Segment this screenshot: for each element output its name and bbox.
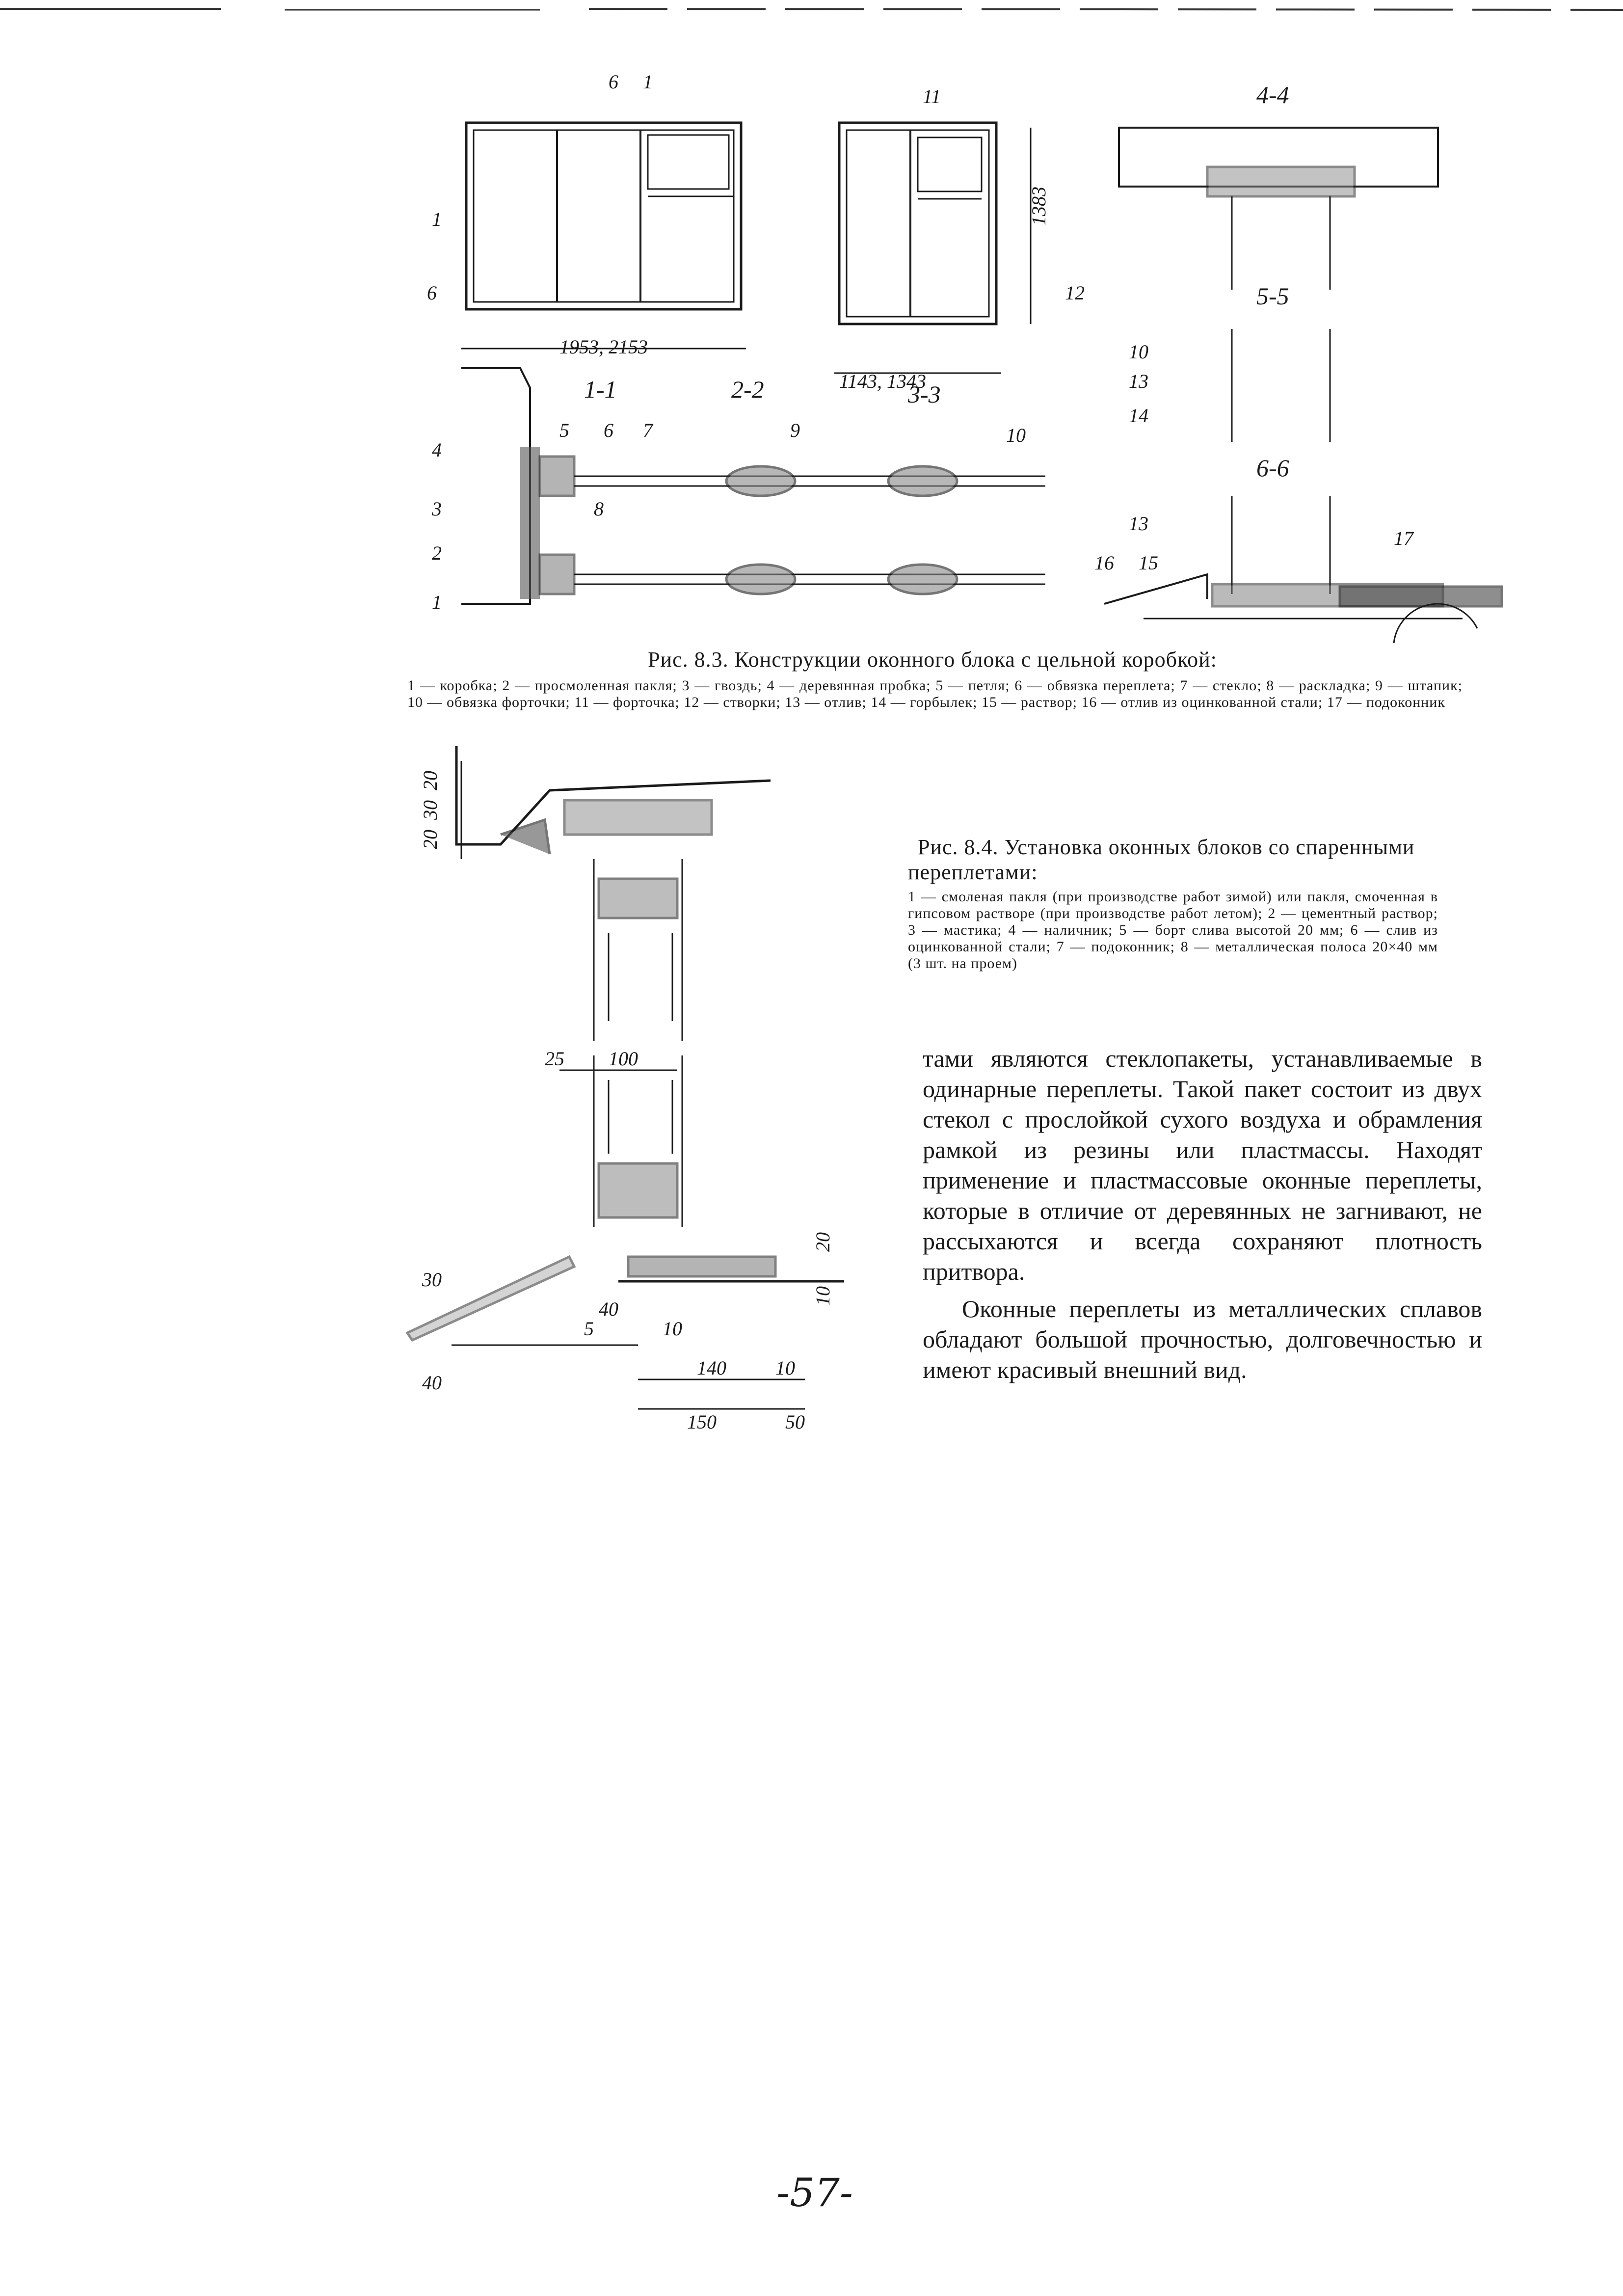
dim-150: 150: [687, 1411, 717, 1433]
callout-6b: 6: [427, 282, 437, 304]
figure-8-3-legend: 1 — коробка; 2 — просмоленная пакля; 3 — гвоздь; 4 — деревянная пробка; 5 — петля; 6 — обвязка переплета; 7 — стекло; 8 — раскладка; 9 — штапик; 10 — обвязка форточки; 11 — форточка; 12 — створки; 13 — отлив; 14 — горбылек; 15 — раствор; 16 — отлив из оцинкованной стали; 17 — подоконник: [407, 677, 1463, 710]
dim-height: 1383: [1028, 187, 1050, 226]
callout-8: 8: [594, 498, 604, 520]
section-1-1-wall: [461, 368, 530, 604]
callout-10: 10: [1006, 424, 1026, 446]
callout-14: 14: [1129, 405, 1148, 427]
callout-10b: 10: [1129, 341, 1148, 363]
callout-11: 11: [923, 85, 941, 108]
callout-13: 13: [1129, 370, 1148, 392]
dim-40b: 40: [599, 1298, 618, 1320]
callout-1: 1: [643, 71, 653, 93]
section-label-6-6: 6-6: [1256, 454, 1289, 482]
callout-5: 5: [559, 419, 569, 441]
dim-25: 25: [545, 1048, 564, 1070]
callout-16: 16: [1094, 552, 1114, 574]
callout-6c: 6: [604, 419, 613, 441]
figure-8-3-drawing: [407, 64, 1536, 643]
figure-8-4-drawing: [402, 736, 844, 1463]
section-label-3-3: 3-3: [908, 380, 941, 408]
dim-10: 10: [663, 1318, 682, 1340]
dim-30: 30: [419, 800, 441, 820]
paragraph-1: тами являются стеклопакеты, устанавливаемые в одинарные переплеты. Такой пакет состоит из двух стекол с прослойкой сухого воздуха и обрамления рамкой из резины или пластмассы. Находят применение и пластмассовые оконные переплеты, которые в отличие от деревянных не загнивают, не рассыхаются и всегда сохраняют плотность притвора.: [923, 1045, 1482, 1285]
dim-40: 40: [422, 1372, 442, 1394]
paragraph-2: Оконные переплеты из металлических сплавов обладают большой прочностью, долговечностью и имеют красивый внешний вид.: [923, 1295, 1482, 1383]
dim-140: 140: [697, 1357, 726, 1379]
dim-width-1: 1953, 2153: [559, 336, 648, 358]
section-label-4-4: 4-4: [1256, 81, 1289, 108]
callout-13b: 13: [1129, 513, 1148, 535]
dim-100: 100: [609, 1048, 638, 1070]
callout-1b: 1: [432, 208, 442, 230]
dim-20c: 20: [812, 1232, 834, 1252]
callout-12: 12: [1065, 282, 1085, 304]
scan-edge-lines: [0, 0, 1623, 20]
dim-5: 5: [584, 1318, 594, 1340]
callout-4: 4: [432, 439, 442, 461]
dim-30b: 30: [422, 1269, 442, 1291]
section-label-1-1: 1-1: [584, 376, 617, 403]
dim-20a: 20: [419, 771, 441, 790]
callout-2: 2: [432, 542, 442, 564]
section-label-5-5: 5-5: [1256, 282, 1289, 310]
dim-20b: 20: [419, 830, 441, 849]
figure-8-3-caption: Рис. 8.3. Конструкции оконного блока с цельной коробкой:: [648, 648, 1217, 672]
callout-7: 7: [643, 419, 653, 441]
figure-8-4-caption: Рис. 8.4. Установка оконных блоков со спаренными переплетами:: [908, 835, 1415, 884]
dim-width-2: 1143, 1343: [839, 370, 927, 392]
body-text: [923, 1043, 1482, 1385]
section-label-2-2: 2-2: [731, 376, 764, 403]
callout-15: 15: [1139, 552, 1158, 574]
page-number: -57-: [776, 2170, 853, 2215]
dim-10c: 10: [812, 1286, 834, 1306]
callout-6: 6: [609, 71, 618, 93]
callout-3: 3: [432, 498, 442, 520]
callout-17: 17: [1394, 527, 1413, 549]
window-elevation-large: [466, 123, 741, 309]
callout-1c: 1: [432, 591, 442, 613]
callout-9: 9: [790, 419, 800, 441]
dim-50: 50: [785, 1411, 805, 1433]
figure-8-4-legend: 1 — смоленая пакля (при производстве работ зимой) или пакля, смоченная в гипсовом растворе (при производстве работ летом); 2 — цементный раствор; 3 — мастика; 4 — наличник; 5 — борт слива высотой 20 мм; 6 — слив из оцинкованной стали; 7 — подоконник; 8 — металлическая полоса 20×40 мм (3 шт. на проем): [908, 889, 1438, 972]
dim-10b: 10: [775, 1357, 795, 1379]
